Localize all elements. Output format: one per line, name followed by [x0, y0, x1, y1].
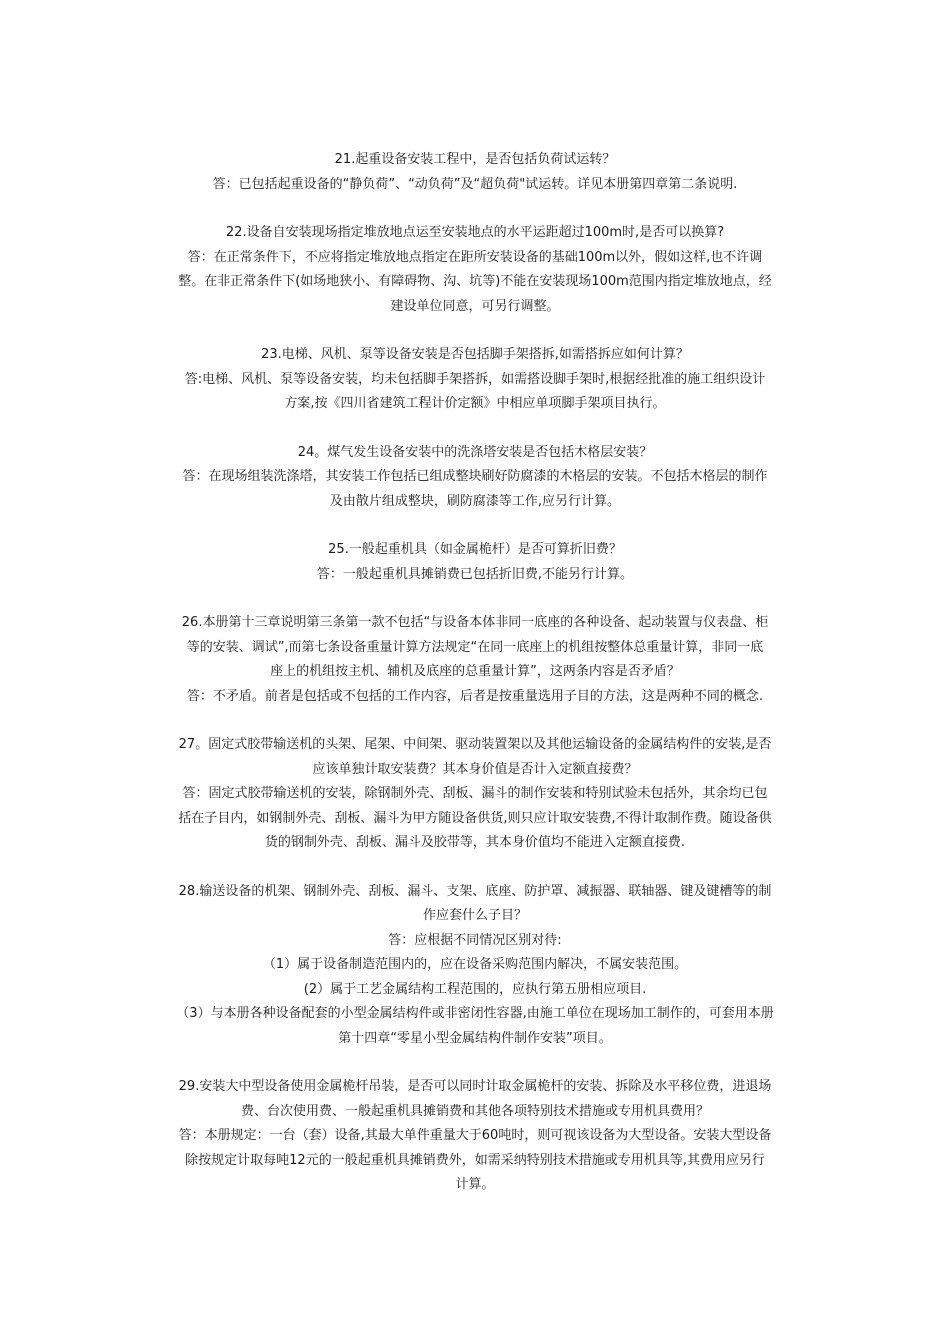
answer-line: 括在子目内，如钢制外壳、刮板、漏斗为甲方随设备供货,则只应计取安装费,不得计取制作费。随设备供	[178, 810, 772, 826]
answer-line: 及由散片组成整块，刷防腐漆等工作,应另行计算。	[329, 493, 621, 509]
question-line: 作应套什么子目？	[422, 908, 527, 923]
qa-item	[145, 733, 805, 856]
qa-item	[145, 611, 805, 709]
qa-item	[145, 148, 805, 197]
answer-line: 计算。	[455, 1177, 495, 1192]
question-line: 28.输送设备的机架、钢制外壳、刮板、漏斗、支架、底座、防护罩、减振器、联轴器、键及键槽等的制	[178, 883, 772, 899]
answer-line: 答：在正常条件下，不应将指定堆放地点指定在距所安装设备的基础100m以外，假如这样,也不许调	[187, 249, 763, 265]
answer-line: 方案,按《四川省建筑工程计价定额》中相应单项脚手架项目执行。	[284, 396, 666, 411]
question-line: 费、台次使用费、一般起重机具摊销费和其他各项特别技术措施或专用机具费用？	[240, 1103, 709, 1119]
answer-line: 答：应根据不同情况区别对待:	[388, 932, 562, 948]
answer-line: 货的钢制外壳、刮板、漏斗及胶带等，其本身价值均不能进入定额直接费.	[264, 835, 686, 850]
question-line: 25.一般起重机具（如金属桅杆）是否可算折旧费？	[328, 542, 622, 557]
question-line: 应该单独计取安装费？其本身价值是否计入定额直接费？	[312, 761, 638, 777]
answer-line: 第十四章“零星小型金属结构件制作安装”项目。	[338, 1030, 612, 1046]
question-line: 23.电梯、风机、泵等设备安装是否包括脚手架搭拆,如需搭拆应如何计算？	[261, 347, 689, 362]
qa-item	[145, 1075, 805, 1198]
answer-line: (2）属于工艺金属结构工程范围的，应执行第五册相应项目.	[303, 981, 647, 997]
answer-line: 答：不矛盾。前者是包括或不包括的工作内容，后者是按重量选用子目的方法，这是两种不同的概念.	[186, 688, 764, 704]
answer-line: 除按规定计取每吨12元的一般起重机具摊销费外，如需采纳特别技术措施或专用机具等,其费用应另行	[185, 1152, 765, 1168]
question-line: 29.安装大中型设备使用金属桅杆吊装，是否可以同时计取金属桅杆的安装、拆除及水平移位费，进退场	[178, 1079, 772, 1094]
answer-line: 答：在现场组装洗涤塔，其安装工作包括已组成整块刷好防腐漆的木格层的安装。不包括木格层的制作	[182, 469, 768, 484]
qa-item	[145, 441, 805, 515]
document-page	[145, 148, 805, 1222]
question-line: 24。煤气发生设备安装中的洗涤塔安装是否包括木格层安装？	[297, 444, 653, 460]
question-line: 22.设备自安装现场指定堆放地点运至安装地点的水平运距超过100m时,是否可以换算?	[225, 225, 725, 240]
answer-line: （3）与本册各种设备配套的小型金属结构件或非密闭性容器,由施工单位在现场加工制作的，可套用本册	[176, 1006, 774, 1021]
answer-line: 答：已包括起重设备的“静负荷”、“动负荷”及“超负荷"试运转。详见本册第四章第二条说明.	[212, 176, 738, 192]
answer-line: 答：本册规定：一台（套）设备,其最大单件重量大于60吨时，则可视该设备为大型设备。安装大型设备	[178, 1128, 772, 1143]
question-line: 座上的机组按主机、辅机及底座的总重量计算”，这两条内容是否矛盾？	[270, 664, 680, 679]
qa-item	[145, 538, 805, 587]
answer-line: 答：一般起重机具摊销费已包括折旧费,不能另行计算。	[316, 566, 634, 582]
question-line: 等的安装、调试”,而第七条设备重量计算方法规定“在同一底座上的机组按整体总重量计算，非同一底	[186, 639, 764, 655]
answer-line: （1）属于设备制造范围内的，应在设备采购范围内解决，不属安装范围。	[262, 957, 688, 972]
qa-item	[145, 343, 805, 417]
answer-line: 答：固定式胶带输送机的安装，除钢制外壳、刮板、漏斗的制作安装和特别试验未包括外，其余均已包	[182, 786, 768, 801]
answer-line: 建设单位同意，可另行调整。	[390, 298, 560, 314]
question-line: 26.本册第十三章说明第三条第一款不包括“与设备本体非同一底座的各种设备、起动装置与仪表盘、柜	[181, 615, 769, 630]
answer-line: 整。在非正常条件下(如场地狭小、有障碍物、沟、坑等)不能在安装现场100m范围内指定堆放地点，经	[178, 274, 772, 289]
answer-line: 答:电梯、风机、泵等设备安装，均未包括脚手架搭拆，如需搭设脚手架时,根据经批准的施工组织设计	[184, 371, 766, 387]
question-line: 27。固定式胶带输送机的头架、尾架、中间架、驱动装置架以及其他运输设备的金属结构件的安装,是否	[178, 737, 772, 752]
qa-item	[145, 880, 805, 1052]
question-line: 21.起重设备安装工程中，是否包括负荷试运转？	[334, 152, 616, 167]
qa-item	[145, 221, 805, 319]
